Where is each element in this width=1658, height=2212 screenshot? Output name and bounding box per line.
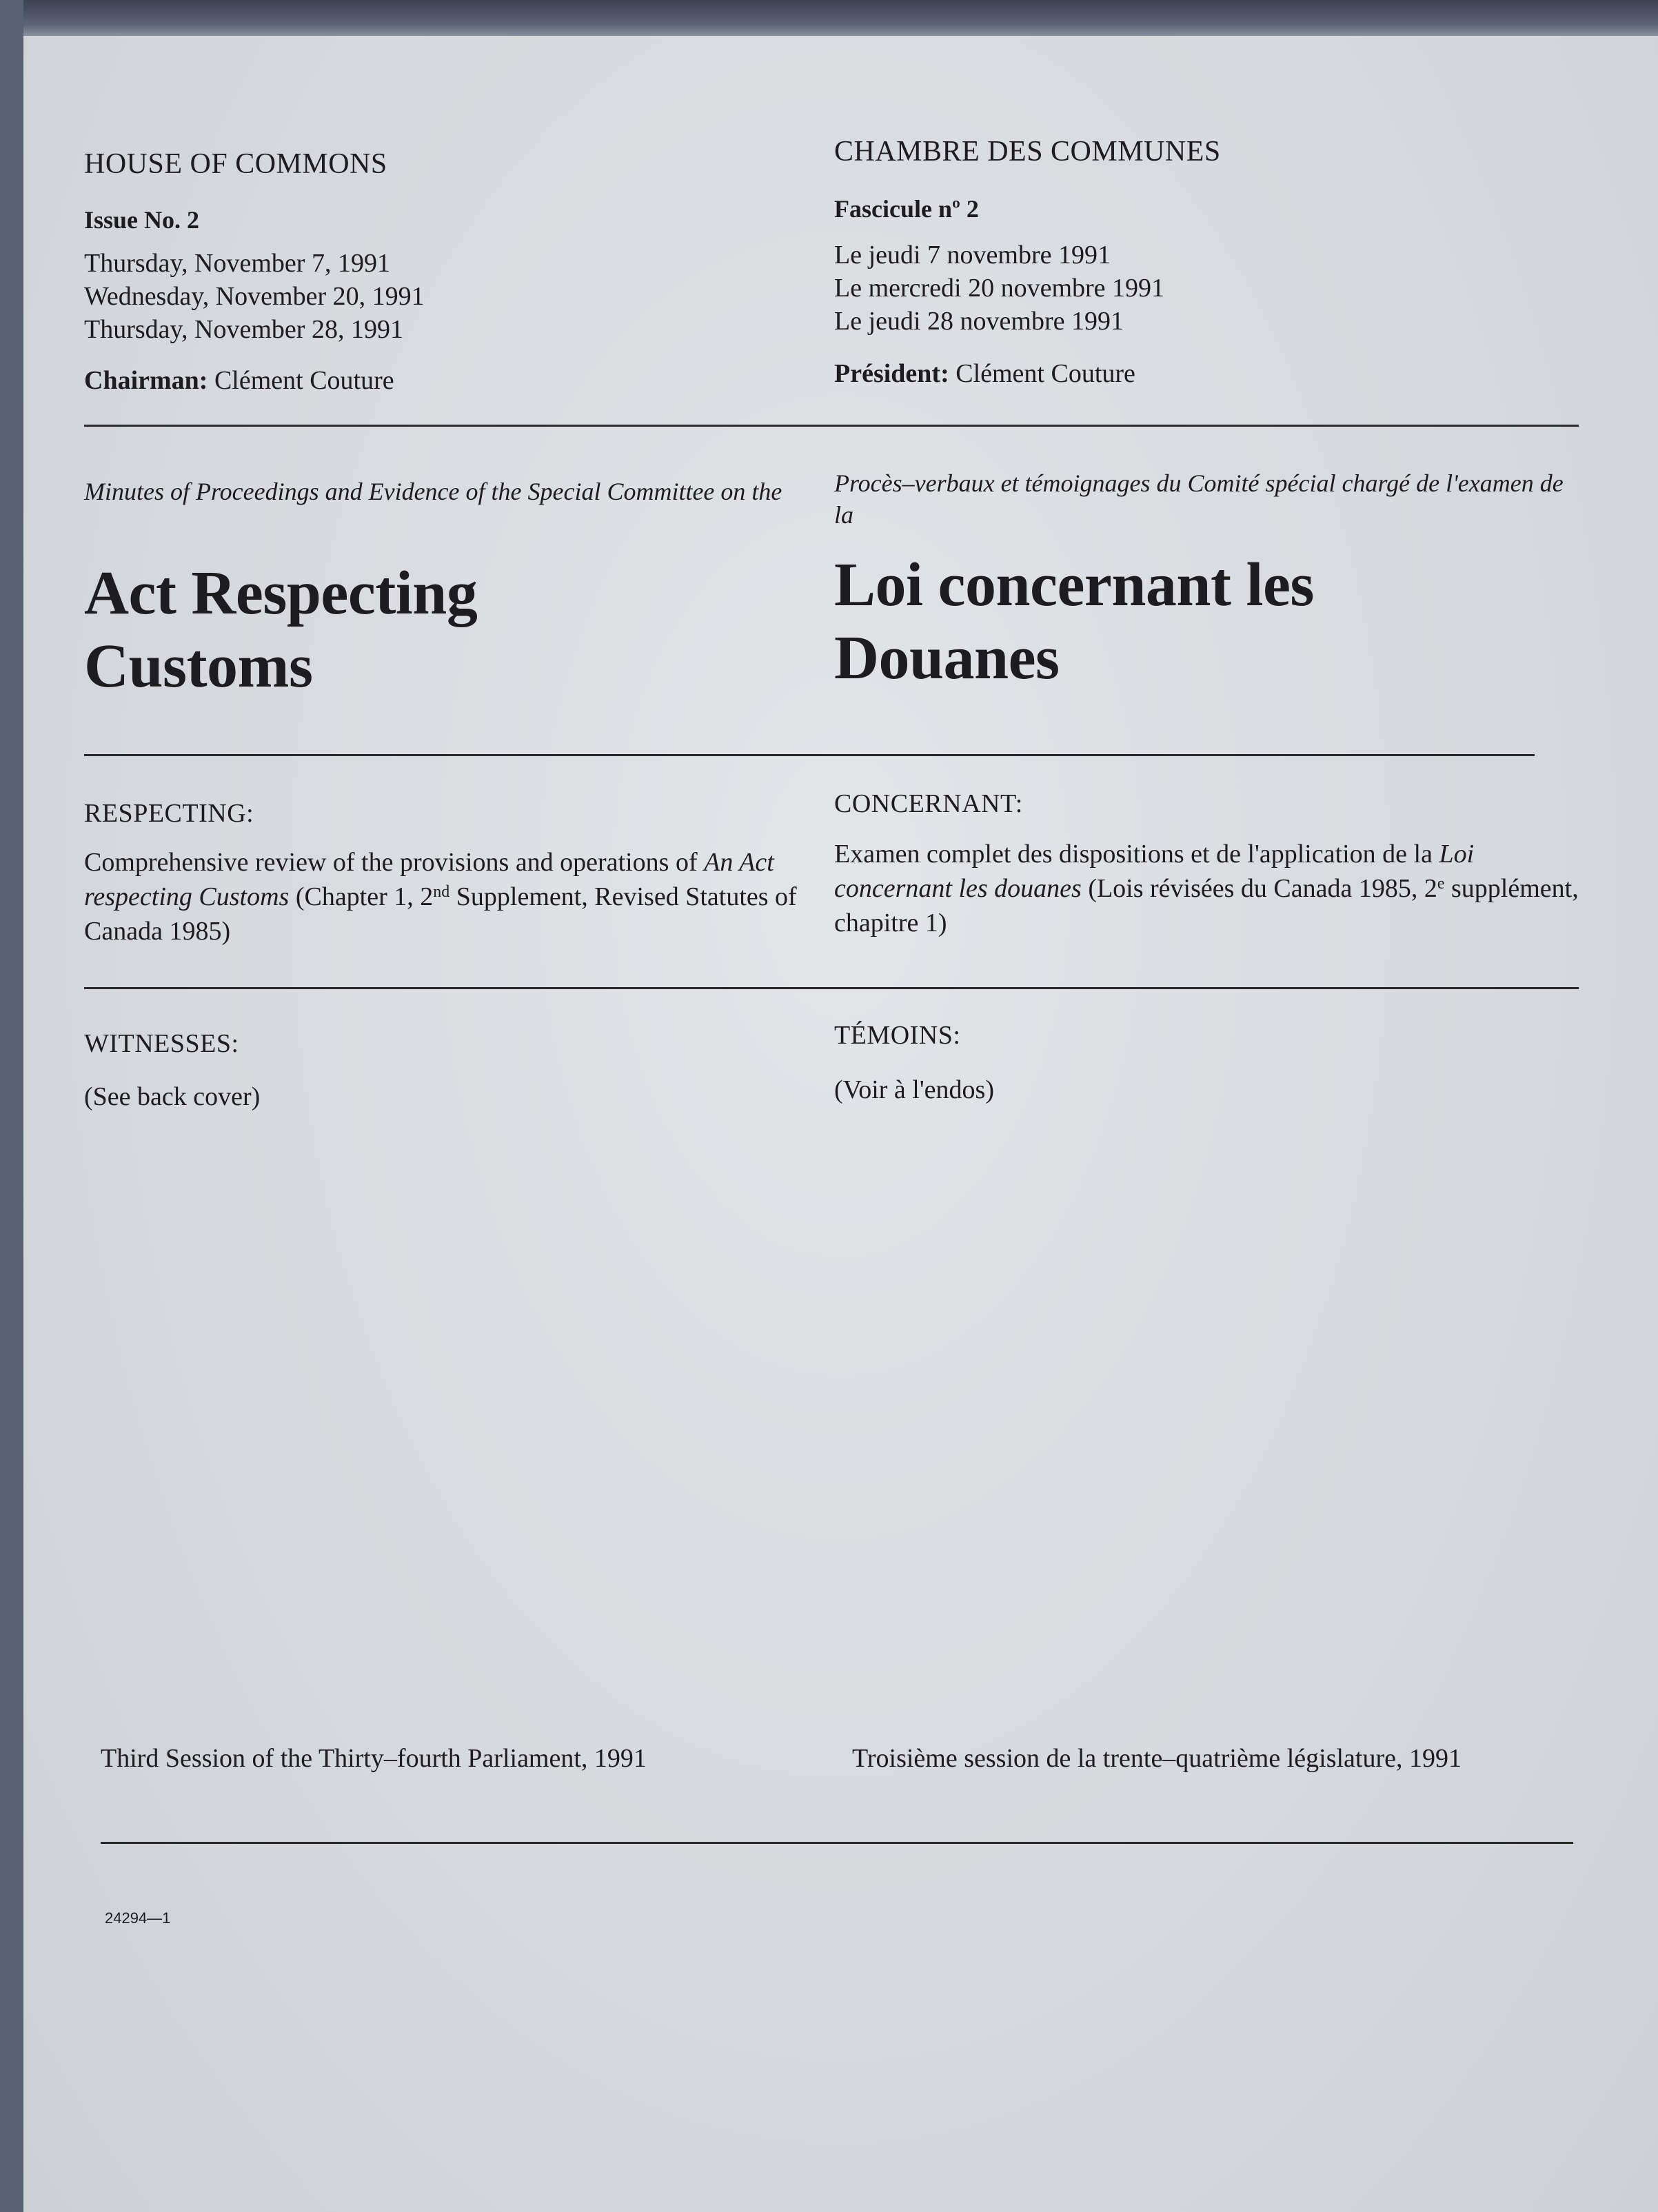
president-label: Président: bbox=[834, 359, 949, 388]
session-text-fr: Troisième session de la trente–quatrième législature, 1991 bbox=[852, 1744, 1462, 1773]
minutes-heading-fr: Procès–verbaux et témoignages du Comité spécial chargé de l'examen de la bbox=[834, 469, 1564, 529]
date-line: Le mercredi 20 novembre 1991 bbox=[834, 274, 1165, 303]
rule-top bbox=[84, 425, 1579, 427]
house-heading-fr: CHAMBRE DES COMMUNES bbox=[834, 136, 1221, 168]
respecting-description: Comprehensive review of the provisions and operations of An Act respecting Customs (Chapter 1, 2nd Supplement, Revised Statutes of Canada 1985) bbox=[84, 848, 797, 946]
rule-title bbox=[84, 754, 1535, 756]
issue-number: Issue No. 2 bbox=[84, 206, 200, 234]
document-code: 24294—1 bbox=[105, 1909, 171, 1927]
concernant-description: Examen complet des dispositions et de l'application de la Loi concernant les douanes (Lois révisées du Canada 1985, 2e supplément, chapitre 1) bbox=[834, 840, 1579, 937]
date-line: Thursday, November 7, 1991 bbox=[84, 249, 390, 278]
date-line: Le jeudi 7 novembre 1991 bbox=[834, 241, 1111, 270]
document-page bbox=[23, 0, 1658, 2212]
temoins-note: (Voir à l'endos) bbox=[834, 1075, 994, 1104]
date-line: Wednesday, November 20, 1991 bbox=[84, 282, 425, 311]
minutes-heading: Minutes of Proceedings and Evidence of the Special Committee on the bbox=[84, 478, 782, 505]
session-text: Third Session of the Thirty–fourth Parliament, 1991 bbox=[101, 1744, 647, 1773]
issue-number-fr: Fascicule nº 2 bbox=[834, 195, 979, 223]
temoins-heading: TÉMOINS: bbox=[834, 1021, 961, 1050]
page-top-edge bbox=[23, 0, 1658, 36]
rule-witnesses bbox=[84, 987, 1579, 989]
house-heading: HOUSE OF COMMONS bbox=[84, 148, 387, 180]
date-line: Thursday, November 28, 1991 bbox=[84, 315, 403, 344]
witnesses-note: (See back cover) bbox=[84, 1082, 261, 1111]
meeting-dates-fr bbox=[834, 239, 1579, 338]
respecting-heading: RESPECTING: bbox=[84, 799, 254, 828]
committee-title-fr: Loi concernant les Douanes bbox=[834, 551, 1314, 692]
chairman-name: Clément Couture bbox=[214, 366, 394, 395]
meeting-dates bbox=[84, 247, 829, 346]
president-line bbox=[834, 358, 1579, 389]
chairman-line bbox=[84, 365, 829, 396]
committee-title: Act Respecting Customs bbox=[84, 559, 478, 700]
rule-bottom bbox=[101, 1842, 1573, 1844]
president-name: Clément Couture bbox=[956, 359, 1135, 388]
date-line: Le jeudi 28 novembre 1991 bbox=[834, 307, 1124, 336]
concernant-heading: CONCERNANT: bbox=[834, 789, 1023, 818]
witnesses-heading: WITNESSES: bbox=[84, 1029, 239, 1058]
chairman-label: Chairman: bbox=[84, 366, 208, 395]
